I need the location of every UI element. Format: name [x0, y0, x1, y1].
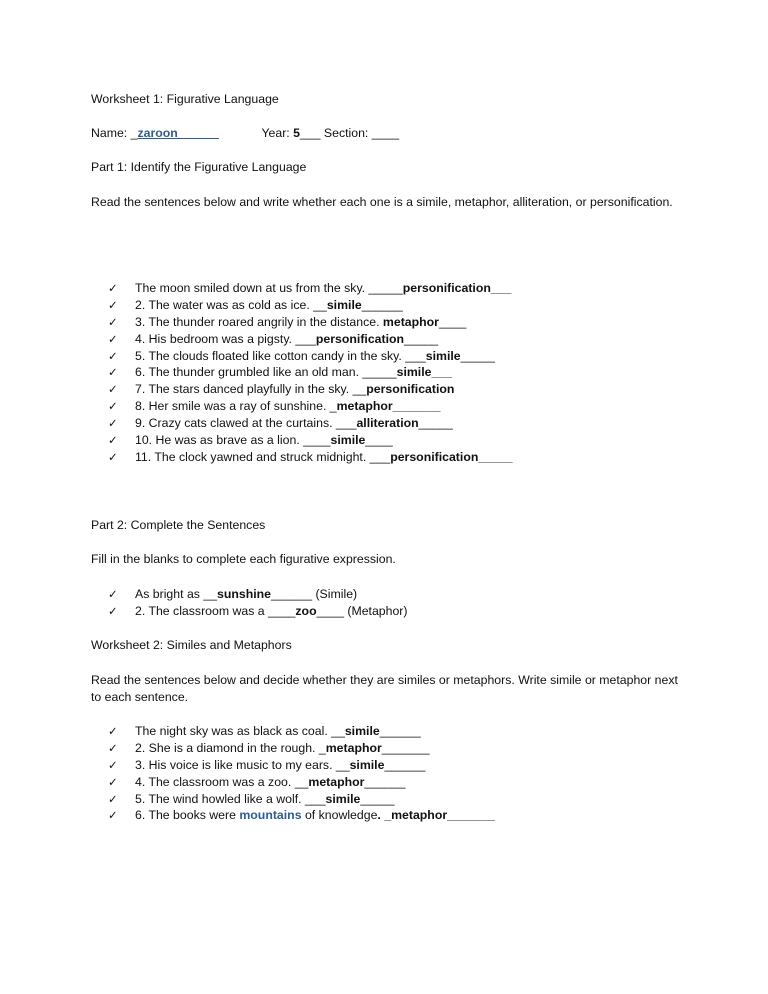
part1-heading: Part 1: Identify the Figurative Language — [91, 160, 307, 174]
worksheet-title: Worksheet 1: Figurative Language — [91, 92, 279, 106]
part1-instructions: Read the sentences below and write whether each one is a simile, metaphor, alliteration, or personification. — [91, 195, 673, 209]
part2-instructions: Fill in the blanks to complete each figurative expression. — [91, 552, 396, 566]
highlighted-word: mountains — [239, 808, 302, 823]
list-item: ✓ 9. Crazy cats clawed at the curtains. ___alliteration_____ — [108, 416, 453, 431]
checkmark-icon: ✓ — [108, 724, 118, 738]
worksheet2-list — [108, 723, 495, 824]
checkmark-icon: ✓ — [108, 416, 118, 431]
list-item: ✓ 5. The clouds floated like cotton candy in the sky. ___simile_____ — [108, 348, 495, 363]
worksheet2-heading: Worksheet 2: Similes and Metaphors — [91, 638, 292, 652]
checkmark-icon: ✓ — [108, 791, 118, 806]
checkmark-icon: ✓ — [108, 740, 118, 755]
list-item: ✓ 4. His bedroom was a pigsty. ___personification_____ — [108, 331, 439, 346]
list-item: ✓ The night sky was as black as coal. __simile______ — [108, 724, 421, 738]
list-item: ✓ 6. The books were mountains of knowledge. _metaphor_______ — [108, 808, 495, 823]
checkmark-icon: ✓ — [108, 281, 118, 295]
list-item: ✓ 10. He was as brave as a lion. ____simile____ — [108, 433, 393, 448]
part1-list — [108, 280, 513, 466]
checkmark-icon: ✓ — [108, 757, 118, 772]
checkmark-icon: ✓ — [108, 365, 118, 380]
list-item: ✓ 5. The wind howled like a wolf. ___simile_____ — [108, 791, 395, 806]
checkmark-icon: ✓ — [108, 449, 118, 464]
list-item: ✓ 2. She is a diamond in the rough. _metaphor_______ — [108, 740, 430, 755]
list-item: ✓ 7. The stars danced playfully in the sky. __personification — [108, 382, 455, 397]
list-item: ✓ 6. The thunder grumbled like an old man. _____simile___ — [108, 365, 452, 380]
year-label: Year: — [261, 126, 294, 140]
checkmark-icon: ✓ — [108, 314, 118, 329]
checkmark-icon: ✓ — [108, 587, 118, 601]
checkmark-icon: ✓ — [108, 382, 118, 397]
name-label: Name: _ — [91, 126, 138, 140]
checkmark-icon: ✓ — [108, 774, 118, 789]
list-item: ✓ 2. The water was as cold as ice. __simile______ — [108, 297, 403, 312]
worksheet2-instructions: Read the sentences below and decide whether they are similes or metaphors. Write simile or metaphor next to each sentence. — [91, 673, 678, 704]
name-year-section-row — [91, 126, 399, 140]
list-item: ✓ 8. Her smile was a ray of sunshine. _metaphor_______ — [108, 399, 441, 414]
list-item: ✓ As bright as __sunshine______ (Simile) — [108, 587, 358, 601]
part2-heading: Part 2: Complete the Sentences — [91, 518, 266, 532]
checkmark-icon: ✓ — [108, 808, 118, 823]
checkmark-icon: ✓ — [108, 297, 118, 312]
checkmark-icon: ✓ — [108, 399, 118, 414]
list-item: ✓ 4. The classroom was a zoo. __metaphor______ — [108, 774, 406, 789]
checkmark-icon: ✓ — [108, 331, 118, 346]
list-item: ✓ The moon smiled down at us from the sky. _____personification___ — [108, 281, 512, 295]
list-item: ✓ 3. The thunder roared angrily in the distance. metaphor____ — [108, 314, 467, 329]
checkmark-icon: ✓ — [108, 433, 118, 448]
year-value: 5 — [293, 126, 300, 140]
part2-list — [108, 586, 408, 620]
year-section-blanks: ___ Section: ____ — [299, 126, 400, 140]
checkmark-icon: ✓ — [108, 603, 118, 618]
list-item: ✓ 3. His voice is like music to my ears. __simile______ — [108, 757, 426, 772]
list-item: ✓ 11. The clock yawned and struck midnight. ___personification_____ — [108, 449, 513, 464]
checkmark-icon: ✓ — [108, 348, 118, 363]
list-item: ✓ 2. The classroom was a ____zoo____ (Metaphor) — [108, 603, 408, 618]
name-value: zaroon______ — [137, 126, 219, 140]
